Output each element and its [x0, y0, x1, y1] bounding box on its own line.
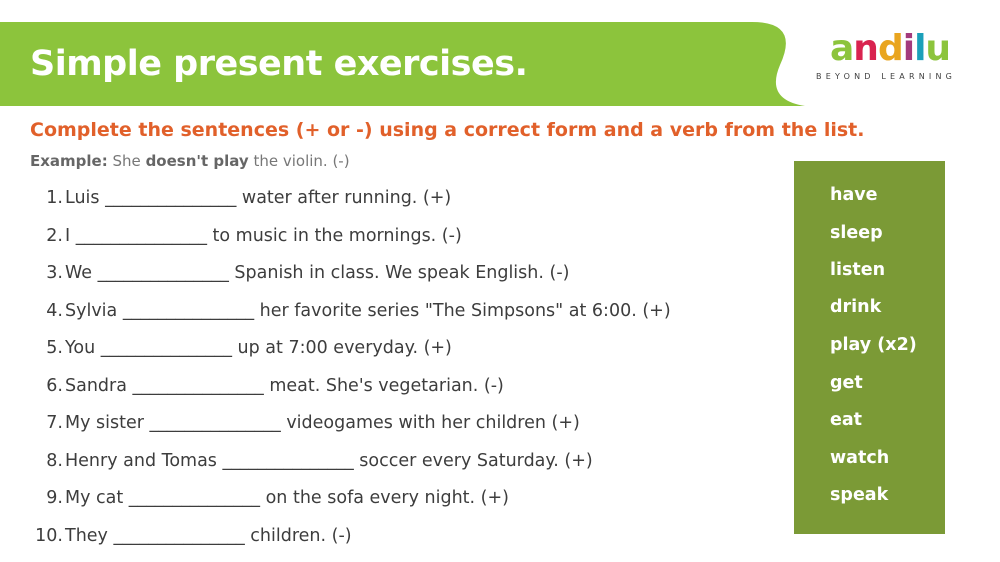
- exercise-number: 4.: [46, 301, 63, 321]
- page-title: Simple present exercises.: [30, 44, 528, 84]
- logo-letter: u: [925, 28, 951, 69]
- verb-item: play (x2): [830, 335, 917, 355]
- logo-tagline: BEYOND LEARNING: [816, 72, 957, 81]
- verb-item: watch: [830, 448, 890, 468]
- exercise-sentence: Sylvia _______________ her favorite series "The Simpsons" at 6:00. (+): [65, 301, 671, 321]
- logo-letter: l: [914, 28, 926, 69]
- verb-item: eat: [830, 410, 863, 430]
- verb-item: have: [830, 185, 878, 205]
- verb-item: listen: [830, 260, 886, 280]
- example-line: [30, 152, 350, 170]
- exercise-number: 2.: [46, 226, 63, 246]
- exercise-sentence: My cat _______________ on the sofa every night. (+): [65, 488, 509, 508]
- exercise-item: [0, 413, 580, 443]
- exercise-sentence: You _______________ up at 7:00 everyday. (+): [65, 338, 452, 358]
- exercise-sentence: We _______________ Spanish in class. We speak English. (-): [65, 263, 570, 283]
- exercise-number: 6.: [46, 376, 63, 396]
- logo-letter: a: [830, 28, 854, 69]
- example-subject: She: [112, 152, 141, 170]
- exercise-sentence: Henry and Tomas _______________ soccer every Saturday. (+): [65, 451, 593, 471]
- exercise-sentence: They _______________ children. (-): [65, 526, 352, 546]
- exercise-number: 7.: [46, 413, 63, 433]
- verb-item: speak: [830, 485, 889, 505]
- example-answer: doesn't play: [145, 152, 249, 170]
- exercise-item: [0, 451, 593, 481]
- logo-wordmark: [830, 30, 950, 68]
- instruction-heading: Complete the sentences (+ or -) using a correct form and a verb from the list.: [30, 119, 865, 141]
- exercise-sentence: Sandra _______________ meat. She's vegetarian. (-): [65, 376, 504, 396]
- exercise-item: [0, 263, 569, 293]
- exercise-item: [0, 376, 504, 406]
- exercise-number: 8.: [46, 451, 63, 471]
- exercise-item: [0, 488, 509, 518]
- example-rest: the violin. (-): [253, 152, 350, 170]
- exercise-number: 9.: [46, 488, 63, 508]
- exercise-sentence: I _______________ to music in the mornings. (-): [65, 226, 462, 246]
- exercise-item: [0, 226, 462, 256]
- exercise-sentence: My sister _______________ videogames with her children (+): [65, 413, 580, 433]
- logo-letter: d: [877, 28, 903, 69]
- verb-item: sleep: [830, 223, 883, 243]
- exercise-item: [0, 188, 451, 218]
- logo-letter: n: [853, 28, 878, 69]
- exercise-item: [0, 301, 671, 331]
- exercise-sentence: Luis _______________ water after running. (+): [65, 188, 452, 208]
- exercise-item: [0, 526, 352, 556]
- exercise-number: 1.: [46, 188, 63, 208]
- verb-item: drink: [830, 297, 882, 317]
- exercise-number: 5.: [46, 338, 63, 358]
- example-label: Example:: [30, 152, 108, 170]
- verb-item: get: [830, 373, 863, 393]
- exercise-number: 3.: [46, 263, 63, 283]
- verb-list-box: [794, 161, 945, 534]
- logo-letter: i: [902, 28, 915, 69]
- exercise-item: [0, 338, 452, 368]
- andilu-logo: [816, 28, 995, 90]
- exercise-number: 10.: [35, 526, 63, 546]
